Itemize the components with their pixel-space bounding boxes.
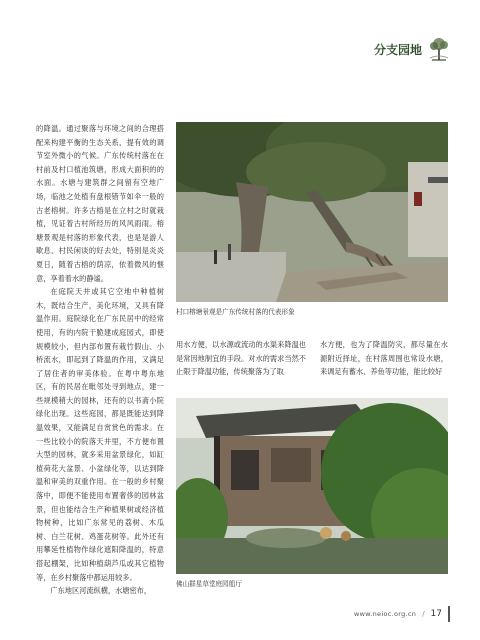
footer-divider: [448, 606, 450, 622]
page-footer: [354, 606, 450, 622]
section-header: [374, 36, 450, 62]
article-column-left: [36, 122, 164, 598]
photo-caption-bottom: 佛山群星草堂庭园船厅: [176, 580, 242, 588]
banyan-pond-photo: [176, 122, 448, 302]
tree-logo-icon: [428, 36, 450, 62]
footer-separator: /: [422, 610, 425, 618]
article-column-middle: [176, 338, 306, 379]
photo-caption-top: 村口榕塘景观是广东传统村落的代表形象: [176, 308, 295, 316]
section-title: 分支园地: [373, 42, 422, 57]
page-number: 17: [430, 609, 442, 619]
paragraph: 用水方便，以水源或流动的水渠来降温也是常因地制宜的手段。对水的需求当然不止限于降温功能，传统聚落为了取: [176, 340, 306, 377]
footer-url: www.neioc.org.cn: [354, 610, 417, 618]
paragraph: 在庭院天井或其它空地中种植树木，既结合生产，美化环境，又具有降温作用。庭院绿化在广东民居中的经常使用，有的内院干脆建成庭园式，即使规模较小，但内部布置有栽竹假山、小桥流水，即起到了降温的作用，又满足了居住者的审美体验。在粤中粤东地区，有的民居在毗邻处寻到地点，建一些规模稍大的园林，还有的以书斋小院绿化出现。这些庭园，都是既能达到降温效果，又能满足自赏赏色的需求。在一些比较小的院落天井里，不方便布置大型的园林，就多采用盆景绿化，如缸植荷花大盆景、小盆绿化等，以达到降温和审美的双重作用。在一般的乡村聚落中，即便不能使用布置奢侈的园林盆景，但也能结合生产种植果树或经济植物树种，比如广东常见的荔树、木瓜树、白兰花树、鸡蛋花树等。此外还有用攀延性植物作绿化遮阳降温的，特意搭起棚架，比如种植葫芦瓜或其它植物等，在乡村聚落中都运用较多。: [36, 287, 164, 582]
article-column-right: [320, 338, 448, 379]
paragraph: 水方便，也为了降温防灾，都尽量在水源附近择址，在村落周围也常设水塘，来调足有蓄水、养鱼等功能，能比较好: [320, 340, 448, 377]
paragraph: 广东地区河流纵横，水塘密布，: [50, 586, 152, 596]
garden-boat-hall-photo: [176, 398, 448, 574]
paragraph: 的降温。通过聚落与环境之间的合理搭配来构建平衡的生态关系，提有效的调节室外微小的气候。广东传统村落在在村前及村口植池筑塘，形成大面积的的水面。水塘与建筑群之间留有空地广场，临池之处植有盘根错节如伞一般的古老榕树。许多古榕是在立村之时就栽植，见证着古村所经历的风风雨雨。榕塘景观是村落的形象代表，也是是游人歇息、村民闲谈的好去处，特别是炎炎夏日，随着古榕的荫凉，依着微风的惬意，享着着水的静谧。: [36, 124, 164, 283]
